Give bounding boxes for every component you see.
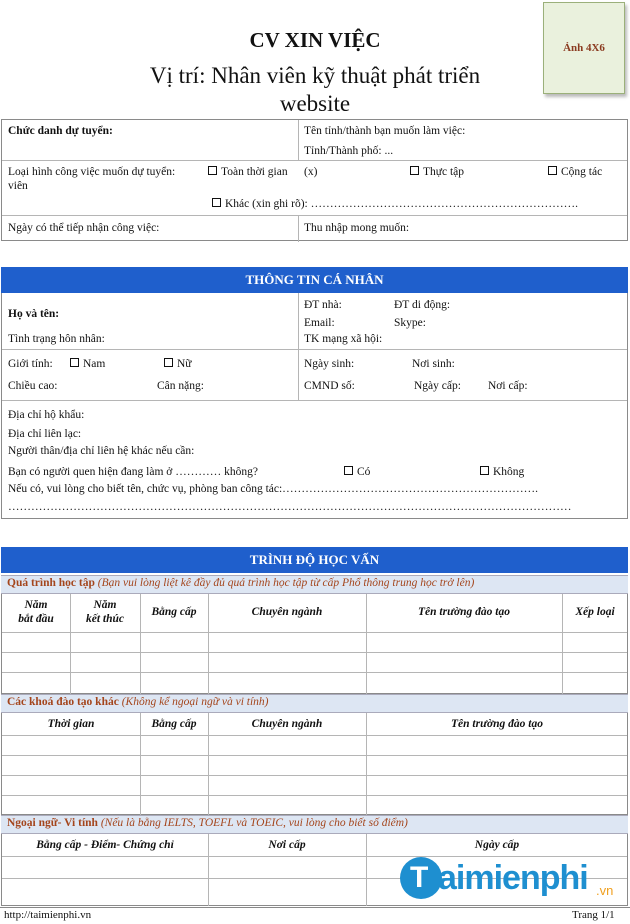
- checkbox-icon[interactable]: [212, 198, 221, 207]
- col-school-2: Tên trường đào tạo: [451, 718, 543, 730]
- gender-label: Giới tính:: [8, 358, 53, 370]
- personal-section: [1, 293, 628, 519]
- checkbox-icon[interactable]: [410, 166, 419, 175]
- other-note: (Không kể ngoại ngữ và vi tính): [121, 696, 269, 708]
- job-title-label: Chức danh dự tuyển:: [8, 125, 113, 137]
- opt-collab[interactable]: Cộng tác: [548, 166, 602, 178]
- email-label: Email:: [304, 317, 335, 329]
- lang-title: Ngoại ngữ- Vi tính: [7, 817, 98, 829]
- cv-title: CV XIN VIỆC: [249, 28, 381, 52]
- footer-url[interactable]: http://taimienphi.vn: [4, 909, 92, 921]
- opt-other[interactable]: Khác (xin ghi rõ): …………………………………………………………….: [212, 198, 578, 210]
- process-subheader: [1, 575, 628, 594]
- opt-x: (x): [304, 166, 318, 178]
- id-label: CMND số:: [304, 380, 355, 392]
- col-start: Năm bắt đầu: [18, 599, 54, 625]
- footer-page: Trang 1/1: [572, 909, 615, 921]
- skype-label: Skype:: [394, 317, 426, 329]
- province-label: Tên tỉnh/thành bạn muốn làm việc:: [304, 125, 466, 137]
- opt-intern[interactable]: Thực tập: [410, 166, 464, 178]
- checkbox-icon[interactable]: [344, 466, 353, 475]
- checkbox-icon[interactable]: [208, 166, 217, 175]
- checkbox-icon[interactable]: [70, 358, 79, 367]
- process-note: (Bạn vui lòng liệt kê đầy đủ quá trình học tập từ cấp Phổ thông trung học trở lên): [97, 577, 475, 589]
- checkbox-icon[interactable]: [548, 166, 557, 175]
- logo-vn: .vn: [596, 883, 614, 898]
- start-date-label: Ngày có thể tiếp nhận công việc:: [8, 222, 160, 234]
- photo-placeholder: Ảnh 4X6: [543, 2, 625, 94]
- logo-circle-icon: T: [400, 857, 442, 899]
- col-time: Thời gian: [47, 718, 95, 730]
- residence-label: Địa chỉ hộ khẩu:: [8, 409, 85, 421]
- col-degree: Bằng cấp: [151, 606, 197, 618]
- position-line1: Vị trí: Nhân viên kỹ thuật phát triển: [149, 63, 481, 88]
- acquaint-no[interactable]: Không: [480, 466, 524, 478]
- contact-label: Địa chỉ liên lạc:: [8, 428, 82, 440]
- name-label: Họ và tên:: [8, 308, 60, 320]
- col-rank: Xếp loại: [575, 606, 615, 618]
- issue-date-label: Ngày cấp:: [414, 380, 461, 392]
- opt-fulltime[interactable]: Toàn thời gian: [208, 166, 288, 178]
- personal-info-band: THÔNG TIN CÁ NHÂN: [1, 267, 628, 293]
- position-line2: website: [279, 91, 351, 116]
- col-degree-2: Bằng cấp: [151, 718, 197, 730]
- marital-label: Tình trạng hôn nhân:: [8, 333, 105, 345]
- gender-male[interactable]: Nam: [70, 358, 105, 370]
- acquaint-detail: Nếu có, vui lòng cho biết tên, chức vụ, phòng ban công tác:………………………………………………………….: [8, 483, 539, 495]
- height-label: Chiều cao:: [8, 380, 58, 392]
- checkbox-icon[interactable]: [480, 466, 489, 475]
- col-date: Ngày cấp: [474, 839, 520, 851]
- logo-word: aimienphi: [438, 859, 588, 897]
- education-band: TRÌNH ĐỘ HỌC VẤN: [1, 547, 628, 573]
- job-type-label-2: viên: [8, 180, 28, 192]
- income-label: Thu nhập mong muốn:: [304, 222, 410, 234]
- other-table: [1, 713, 628, 815]
- weight-label: Cân nặng:: [157, 380, 204, 392]
- birthplace-label: Nơi sinh:: [412, 358, 455, 370]
- col-place: Nơi cấp: [268, 839, 306, 851]
- process-title: Quá trình học tập: [7, 577, 95, 589]
- col-school: Tên trường đào tạo: [418, 606, 510, 618]
- acquaint-yes[interactable]: Có: [344, 466, 370, 478]
- other-subheader: [1, 694, 628, 713]
- gender-female[interactable]: Nữ: [164, 358, 192, 370]
- taimienphi-logo: [400, 855, 630, 905]
- birthday-label: Ngày sinh:: [304, 358, 355, 370]
- mobile-label: ĐT di động:: [394, 299, 451, 311]
- relative-label: Người thân/địa chỉ liên hệ khác nếu cần:: [8, 445, 195, 457]
- process-table: [1, 594, 628, 694]
- social-label: TK mạng xã hội:: [304, 333, 383, 345]
- col-major-2: Chuyên ngành: [251, 718, 323, 730]
- position-title: [95, 62, 535, 118]
- acquaint-label: Bạn có người quen hiện đang làm ở ………… không?: [8, 466, 258, 478]
- col-end: Năm kết thúc: [85, 599, 124, 625]
- checkbox-icon[interactable]: [164, 358, 173, 367]
- lang-subheader: [1, 815, 628, 834]
- home-phone-label: ĐT nhà:: [304, 299, 342, 311]
- province-value[interactable]: Tỉnh/Thành phố: ...: [304, 145, 394, 157]
- lang-note: (Nếu là bằng IELTS, TOEFL và TOEIC, vui lòng cho biết số điểm): [100, 817, 408, 829]
- other-title: Các khoá đào tạo khác: [7, 696, 119, 708]
- col-major: Chuyên ngành: [251, 606, 323, 618]
- issue-place-label: Nơi cấp:: [488, 380, 528, 392]
- job-type-label: Loại hình công việc muốn dự tuyển:: [8, 166, 176, 178]
- job-section: [1, 119, 628, 241]
- dots-line: …………………………………………………………………………………………………………………………………: [8, 501, 572, 513]
- col-cert: Bằng cấp - Điểm- Chứng chỉ: [36, 839, 174, 851]
